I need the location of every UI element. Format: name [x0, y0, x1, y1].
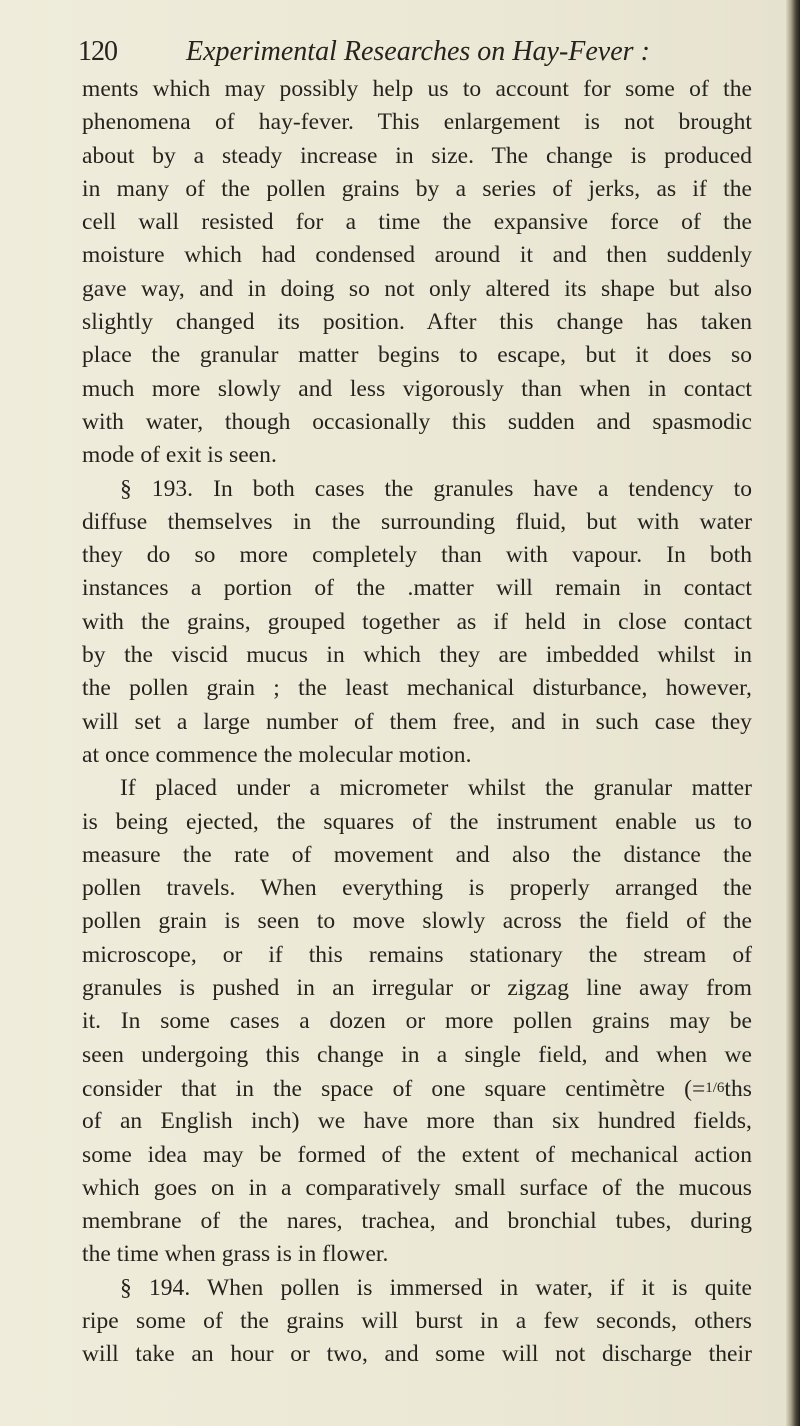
- text-line: with water, though occasionally this sudden and spasmodic: [82, 408, 752, 435]
- text-line: seen undergoing this change in a single field, and when we: [82, 1041, 752, 1068]
- text-line: measure the rate of movement and also the distance the: [82, 841, 752, 868]
- text-line: by the viscid mucus in which they are imbedded whilst in: [82, 642, 752, 669]
- text-line: is being ejected, the squares of the instrument enable us to: [82, 808, 752, 835]
- text-line: the time when grass is in flower.: [82, 1241, 389, 1268]
- text-line: which goes on in a comparatively small surface of the mucous: [82, 1174, 752, 1201]
- text-line: instances a portion of the .matter will remain in contact: [82, 575, 752, 602]
- text-line: at once commence the molecular motion.: [82, 741, 472, 768]
- text-line: membrane of the nares, trachea, and bronchial tubes, during: [82, 1208, 752, 1235]
- text-line: slightly changed its position. After this change has taken: [82, 309, 752, 336]
- text-line: will take an hour or two, and some will not discharge their: [82, 1341, 752, 1368]
- text-line: moisture which had condensed around it and then suddenly: [82, 242, 752, 269]
- text-line: ripe some of the grains will burst in a few seconds, others: [82, 1307, 752, 1334]
- section-heading-line: § 193. In both cases the granules have a tendency to: [120, 475, 752, 502]
- book-page-edge: [786, 0, 800, 1426]
- text-line: they do so more completely than with vapour. In both: [82, 542, 752, 569]
- text-line: pollen travels. When everything is properly arranged the: [82, 875, 752, 902]
- text-line: mode of exit is seen.: [82, 442, 277, 469]
- text-line: with the grains, grouped together as if held in close contact: [82, 608, 752, 635]
- text-line: granules is pushed in an irregular or zigzag line away from: [82, 975, 752, 1002]
- text-line: pollen grain is seen to move slowly across the field of the: [82, 908, 752, 935]
- text-line: gave way, and in doing so not only altered its shape but also: [82, 275, 752, 302]
- body-text: [82, 73, 752, 1372]
- text-line: about by a steady increase in size. The change is produced: [82, 142, 752, 169]
- text-line: ments which may possibly help us to account for some of the: [82, 76, 752, 102]
- text-line: in many of the pollen grains by a series of jerks, as if the: [82, 175, 752, 202]
- text-line-with-fraction: [82, 1072, 752, 1105]
- fraction: 1/6: [705, 1079, 725, 1096]
- text-line: it. In some cases a dozen or more pollen grains may be: [82, 1008, 752, 1035]
- page-number: 120: [78, 36, 117, 67]
- text-line: some idea may be formed of the extent of mechanical action: [82, 1141, 752, 1168]
- fraction-suffix: ths: [724, 1075, 752, 1102]
- running-title: Experimental Researches on Hay-Fever :: [186, 36, 650, 67]
- text-line: much more slowly and less vigorously than when in contact: [82, 375, 752, 402]
- text-line: place the granular matter begins to escape, but it does so: [82, 342, 752, 369]
- section-heading-line: § 194. When pollen is immersed in water, if it is quite: [120, 1274, 752, 1301]
- text-line: phenomena of hay-fever. This enlargement is not brought: [82, 109, 752, 136]
- text-line: the pollen grain ; the least mechanical disturbance, however,: [82, 675, 752, 702]
- paragraph-start-line: If placed under a micrometer whilst the granular matter: [120, 775, 752, 802]
- text-line-before-fraction: consider that in the space of one square centimètre (=: [82, 1075, 706, 1102]
- text-line: will set a large number of them free, and in such case they: [82, 708, 752, 735]
- text-line: cell wall resisted for a time the expansive force of the: [82, 209, 752, 236]
- text-line: diffuse themselves in the surrounding fluid, but with water: [82, 508, 752, 535]
- text-line: of an English inch) we have more than six hundred fields,: [82, 1108, 752, 1135]
- text-line: microscope, or if this remains stationary the stream of: [82, 941, 752, 968]
